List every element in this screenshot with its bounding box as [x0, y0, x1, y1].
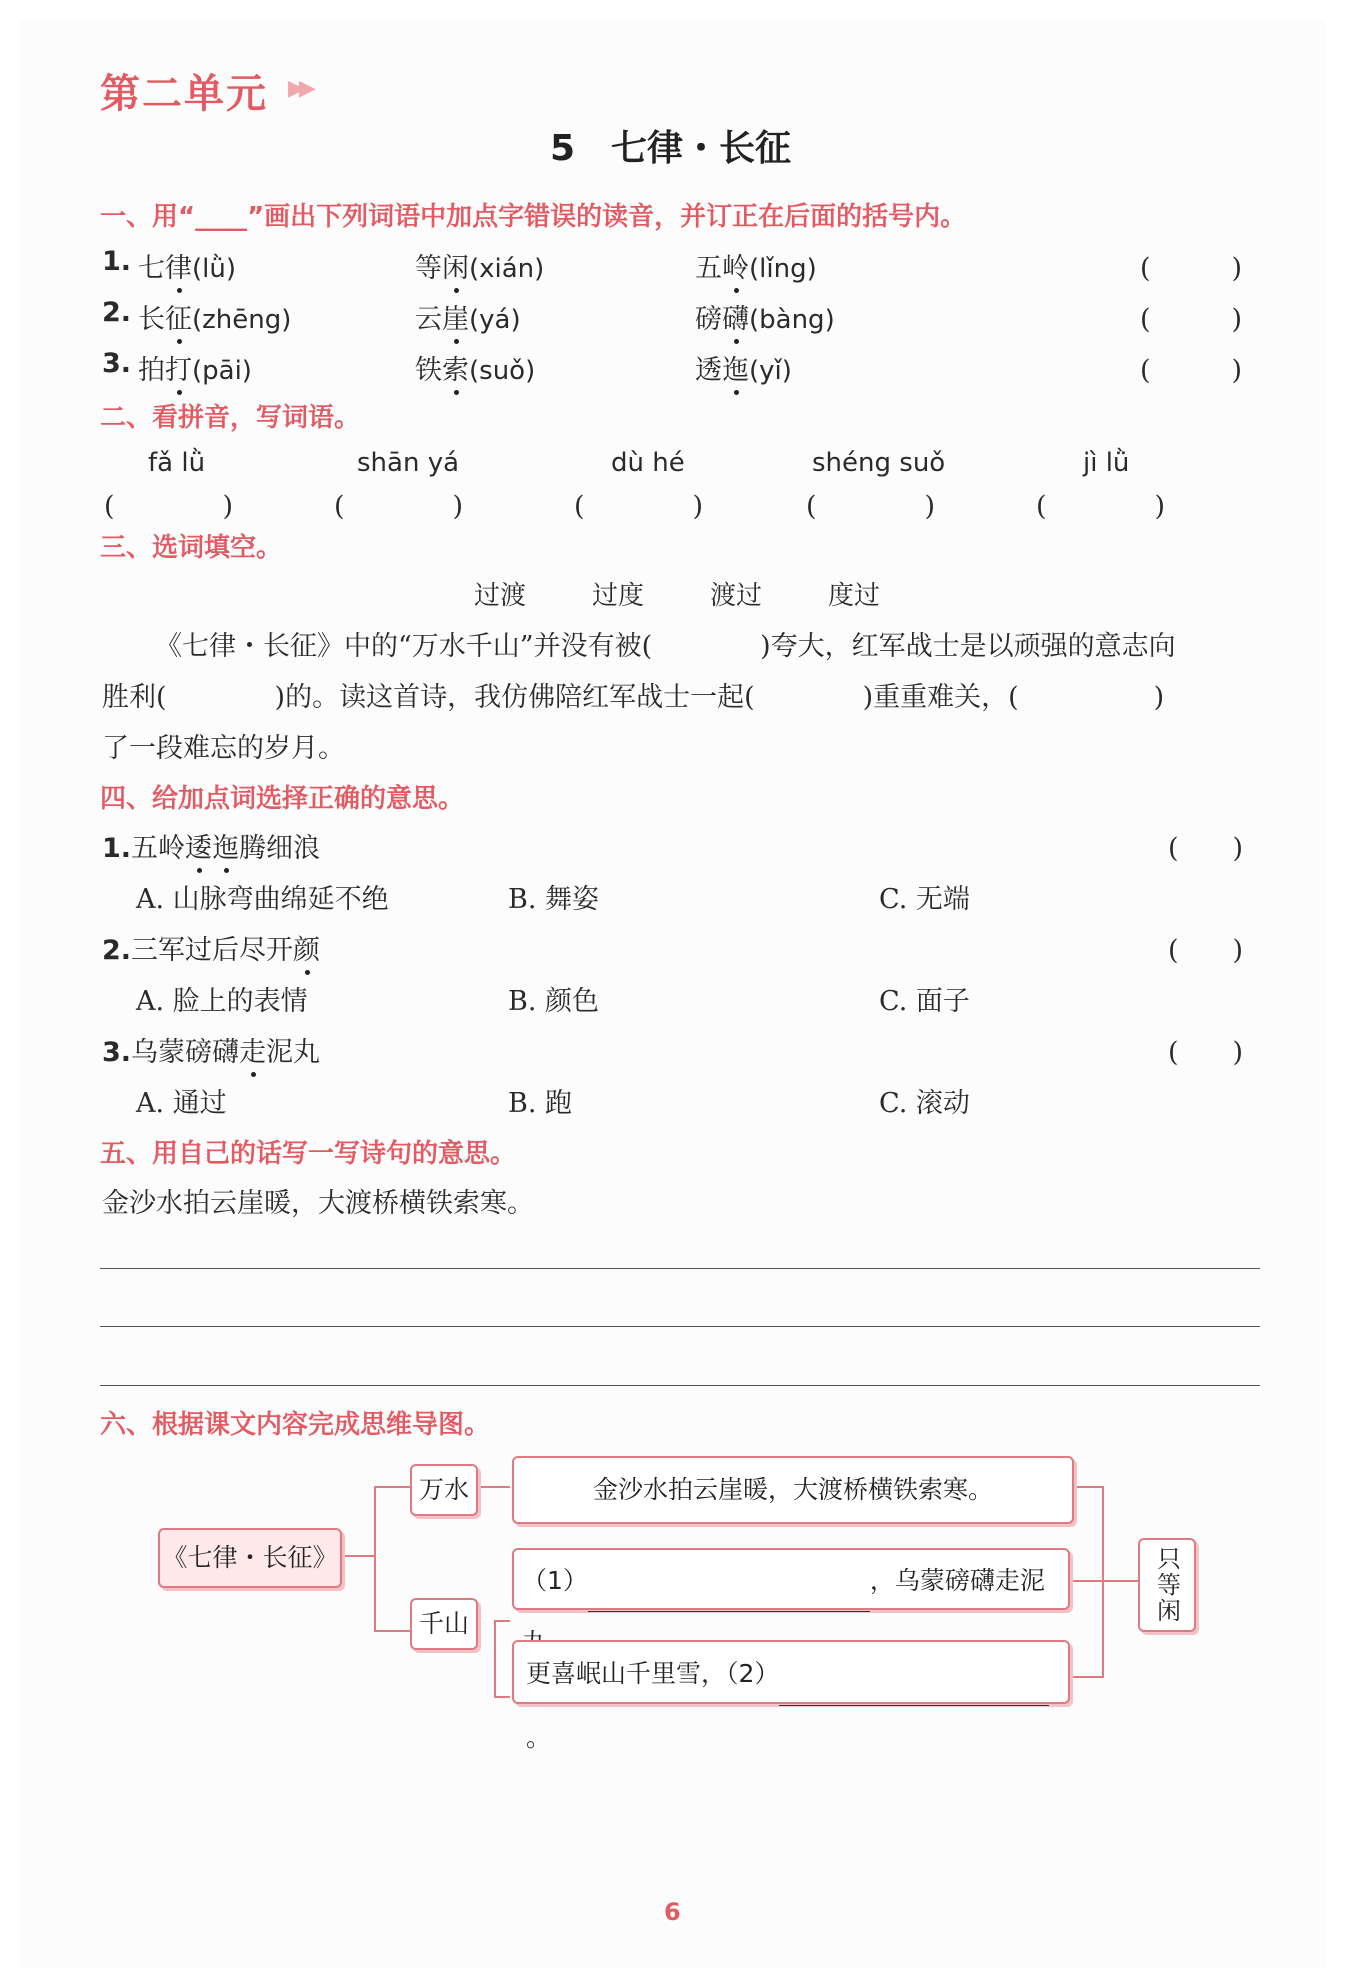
word-option-3: 渡过 — [710, 581, 763, 611]
option-1a: A. 山脉弯曲绵延不绝 — [136, 884, 389, 915]
mindmap-box-1: 金沙水拍云崖暖，大渡桥横铁索寒。 — [512, 1456, 1074, 1524]
mindmap-qianshan: 千山 — [410, 1598, 478, 1650]
question-1: 1.五岭逶迤腾细浪 — [102, 826, 320, 865]
fill-paragraph-line-3: 了一段难忘的岁月。 — [102, 733, 345, 764]
connector — [340, 1555, 374, 1557]
unit-title: 第二单元 — [100, 71, 268, 117]
section-3-title: 三、选词填空。 — [100, 533, 283, 563]
option-2a: A. 脸上的表情 — [136, 986, 308, 1017]
double-arrow-icon: ▶▶ — [288, 76, 310, 101]
word-option-4: 度过 — [828, 581, 881, 611]
connector — [494, 1620, 510, 1698]
writing-line-3[interactable] — [100, 1385, 1260, 1386]
answer-blank-2[interactable]: ( ) — [334, 491, 464, 522]
word-item: 铁索(suǒ) — [415, 348, 535, 387]
pronunciation-row: 2. — [102, 297, 132, 328]
section-1-title: 一、用“____”画出下列词语中加点字错误的读音，并订正在后面的括号内。 — [100, 202, 967, 232]
word-item: 五岭(lǐng) — [695, 246, 817, 285]
connector — [478, 1486, 510, 1488]
option-2c: C. 面子 — [879, 986, 970, 1017]
answer-blank-4[interactable]: ( ) — [806, 491, 936, 522]
mindmap-side-label: 只等闲 — [1138, 1538, 1196, 1632]
mindmap-root: 《七律・长征》 — [158, 1528, 342, 1588]
section-6-title: 六、根据课文内容完成思维导图。 — [100, 1410, 491, 1440]
pinyin-1: fǎ lǜ — [148, 448, 206, 478]
word-item: 等闲(xián) — [415, 246, 544, 285]
option-1b: B. 舞姿 — [508, 884, 600, 915]
option-3c: C. 滚动 — [879, 1088, 970, 1119]
lesson-title: 5 七律・长征 — [550, 128, 792, 169]
option-1c: C. 无端 — [879, 884, 970, 915]
pinyin-4: shéng suǒ — [812, 448, 946, 478]
word-item: 云崖(yá) — [415, 297, 521, 336]
page-number: 6 — [664, 1898, 681, 1926]
poem-line: 金沙水拍云崖暖，大渡桥横铁索寒。 — [102, 1188, 534, 1219]
answer-blank-3[interactable]: ( ) — [574, 491, 704, 522]
pinyin-3: dù hé — [611, 448, 685, 478]
question-3: 3.乌蒙磅礴走泥丸 — [102, 1030, 320, 1069]
option-2b: B. 颜色 — [508, 986, 600, 1017]
option-3a: A. 通过 — [136, 1088, 227, 1119]
fill-paragraph-line-1: 《七律・长征》中的“万水千山”并没有被( )夸大，红军战士是以顽强的意志向 — [155, 631, 1176, 662]
correction-blank[interactable]: ( ) — [1140, 304, 1243, 335]
option-3b: B. 跑 — [508, 1088, 573, 1119]
section-4-title: 四、给加点词选择正确的意思。 — [100, 784, 465, 814]
word-item: 透迤(yǐ) — [695, 348, 792, 387]
pinyin-2: shān yá — [357, 448, 460, 478]
word-item: 磅礴(bàng) — [695, 297, 835, 336]
correction-blank[interactable]: ( ) — [1140, 355, 1243, 386]
answer-blank-5[interactable]: ( ) — [1036, 491, 1166, 522]
pronunciation-row: 3. — [102, 348, 132, 379]
section-5-title: 五、用自己的话写一写诗句的意思。 — [100, 1139, 517, 1169]
mindmap-blank-2[interactable] — [779, 1679, 1049, 1706]
question-2: 2.三军过后尽开颜 — [102, 928, 320, 967]
answer-choice-2[interactable]: ( ) — [1168, 935, 1244, 966]
writing-line-1[interactable] — [100, 1268, 1260, 1269]
pronunciation-row: 1. — [102, 246, 132, 277]
mindmap-box-3: 更喜岷山千里雪，（2）。 — [512, 1640, 1070, 1704]
pinyin-5: jì lǜ — [1083, 448, 1130, 478]
connector — [1072, 1486, 1104, 1678]
mindmap-wanshui: 万水 — [410, 1464, 478, 1516]
answer-choice-3[interactable]: ( ) — [1168, 1037, 1244, 1068]
word-item: 七律(lǜ) — [138, 246, 236, 285]
word-item: 拍打(pāi) — [138, 348, 252, 387]
mindmap-box-2: （1） ，乌蒙磅礴走泥 — [512, 1548, 1070, 1610]
correction-blank[interactable]: ( ) — [1140, 253, 1243, 284]
word-option-1: 过渡 — [474, 581, 527, 611]
answer-blank-1[interactable]: ( ) — [104, 491, 234, 522]
writing-line-2[interactable] — [100, 1326, 1260, 1327]
fill-paragraph-line-2: 胜利( )的。读这首诗，我仿佛陪红军战士一起( )重重难关，( ) — [102, 682, 1165, 713]
connector — [374, 1486, 412, 1632]
answer-choice-1[interactable]: ( ) — [1168, 833, 1244, 864]
word-item: 长征(zhēng) — [138, 297, 291, 336]
connector — [1072, 1580, 1138, 1582]
word-option-2: 过度 — [592, 581, 645, 611]
section-2-title: 二、看拼音，写词语。 — [100, 403, 361, 433]
mindmap-blank-1[interactable] — [588, 1585, 870, 1612]
